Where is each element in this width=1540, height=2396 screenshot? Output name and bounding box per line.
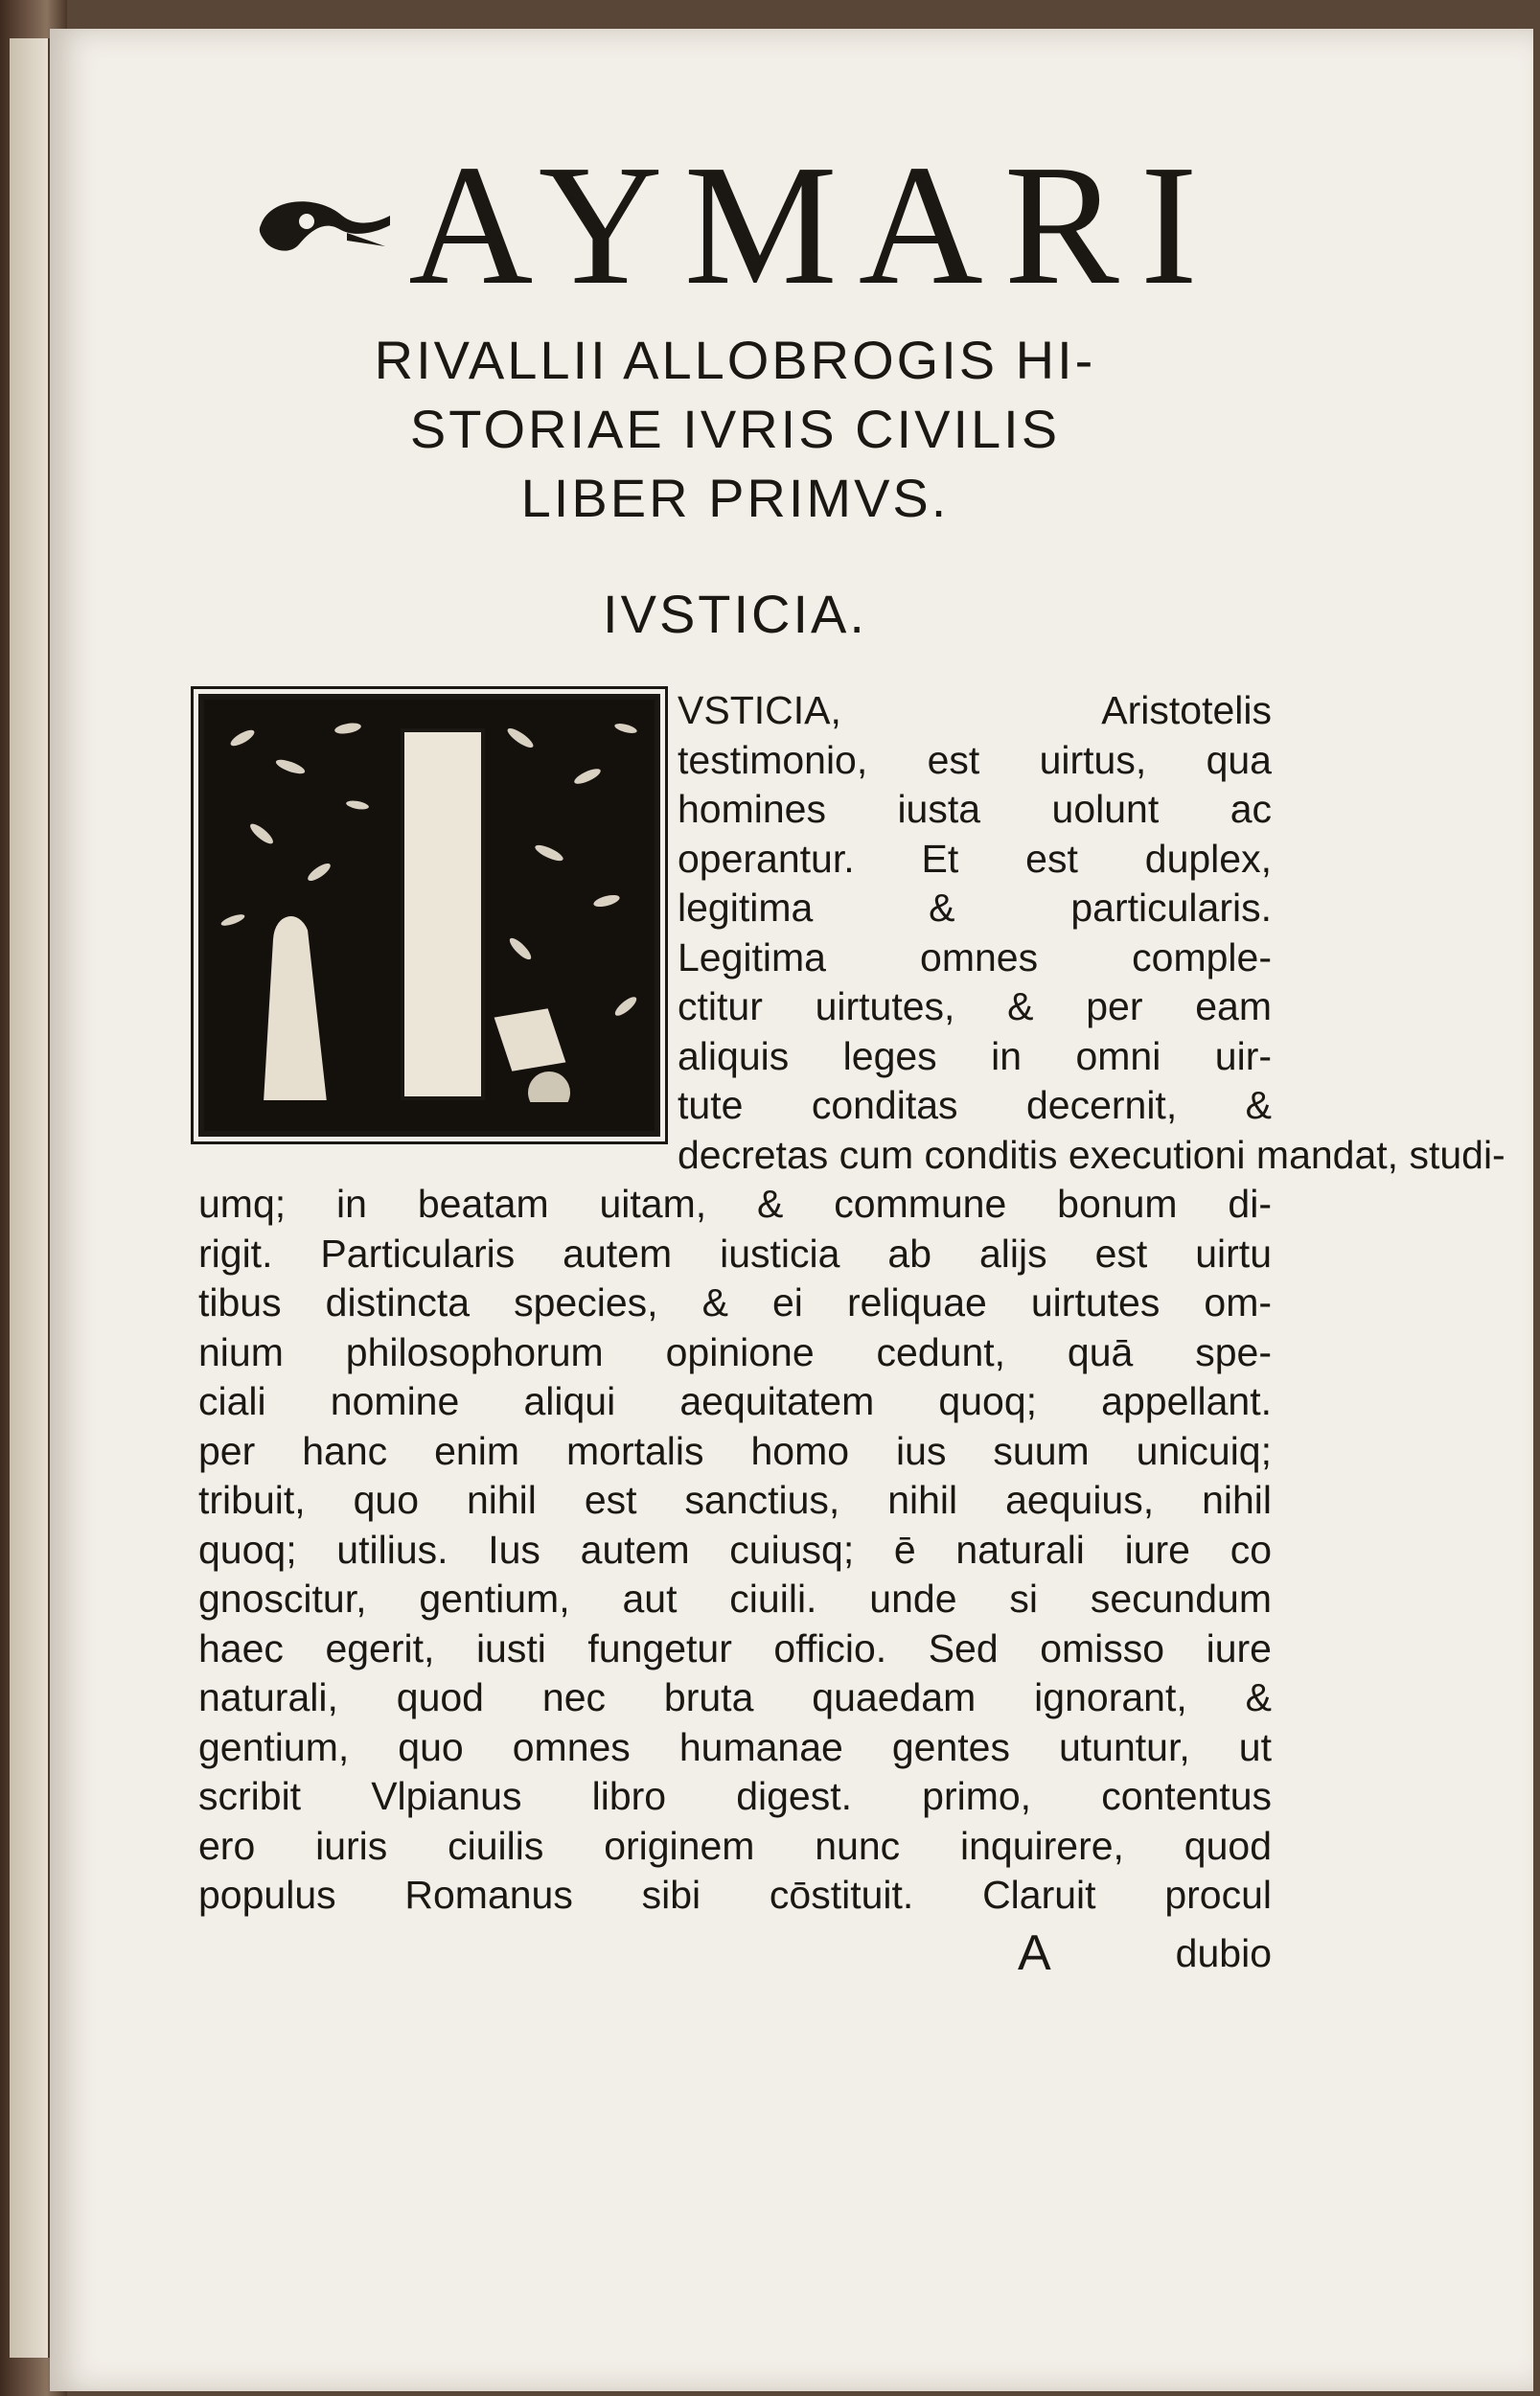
text-line: per hanc enim mortalis homo ius suum unicuiq; bbox=[198, 1428, 1272, 1473]
text-line: tribuit, quo nihil est sanctius, nihil aequius, nihil bbox=[198, 1478, 1272, 1522]
text-line: testimonio, est uirtus, qua bbox=[678, 737, 1272, 782]
text-line: quoq; utilius. Ius autem cuiusq; ē naturali iure co bbox=[198, 1527, 1272, 1572]
catchword: dubio bbox=[1175, 1930, 1272, 1975]
previous-page-edge bbox=[10, 38, 50, 2358]
signature-mark: A bbox=[1017, 1924, 1051, 1981]
text-line: legitima & particularis. bbox=[678, 886, 1272, 930]
decorated-initial bbox=[198, 694, 660, 1137]
section-heading: IVSTICIA. bbox=[603, 584, 867, 644]
text-line: operantur. Et est duplex, bbox=[678, 836, 1272, 881]
text-line: scribit Vlpianus libro digest. primo, contentus bbox=[198, 1774, 1272, 1818]
page-footer bbox=[198, 1924, 1272, 1982]
text-line: ctitur uirtutes, & per eam bbox=[678, 984, 1272, 1028]
title-line bbox=[198, 125, 1272, 326]
text-line: homines iusta uolunt ac bbox=[678, 787, 1272, 831]
initial-letter-i bbox=[401, 728, 485, 1100]
text-line: umq; in beatam uitam, & commune bonum di- bbox=[198, 1182, 1272, 1226]
text-line: VSTICIA, Aristotelis bbox=[678, 688, 1272, 732]
text-line: rigit. Particularis autem iusticia ab alijs est uirtu bbox=[198, 1231, 1272, 1276]
main-title: AYMARI bbox=[408, 129, 1219, 320]
text-line: decretas cum conditis executioni mandat, studi- bbox=[678, 1132, 1506, 1177]
text-line: tibus distincta species, & ei reliquae uirtutes om- bbox=[198, 1280, 1272, 1325]
book-page bbox=[50, 29, 1533, 2391]
page-content bbox=[198, 125, 1506, 1982]
fleuron-ornament-icon bbox=[251, 187, 395, 264]
text-line: populus Romanus sibi cōstituit. Claruit procul bbox=[198, 1873, 1272, 1917]
text-line: Legitima omnes comple- bbox=[678, 934, 1272, 979]
body-text bbox=[198, 686, 1506, 1982]
text-line: gentium, quo omnes humanae gentes utuntur, ut bbox=[198, 1724, 1272, 1769]
subtitle-line: STORIAE IVRIS CIVILIS bbox=[409, 399, 1061, 459]
text-line: ero iuris ciuilis originem nunc inquirere, quod bbox=[198, 1823, 1272, 1868]
text-line: nium philosophorum opinione cedunt, quā spe- bbox=[198, 1329, 1272, 1374]
text-line: gnoscitur, gentium, aut ciuili. unde si secundum bbox=[198, 1577, 1272, 1621]
text-line: haec egerit, iusti fungetur officio. Sed omisso iure bbox=[198, 1625, 1272, 1670]
text-line: naturali, quod nec bruta quaedam ignorant, & bbox=[198, 1675, 1272, 1719]
subtitle-line: RIVALLII ALLOBROGIS HI- bbox=[374, 330, 1096, 390]
subtitle-line: LIBER PRIMVS. bbox=[520, 468, 950, 528]
text-line: aliquis leges in omni uir- bbox=[678, 1033, 1272, 1078]
subtitle bbox=[198, 326, 1272, 533]
text-line: tute conditas decernit, & bbox=[678, 1083, 1272, 1127]
text-line: ciali nomine aliqui aequitatem quoq; appellant. bbox=[198, 1379, 1272, 1423]
